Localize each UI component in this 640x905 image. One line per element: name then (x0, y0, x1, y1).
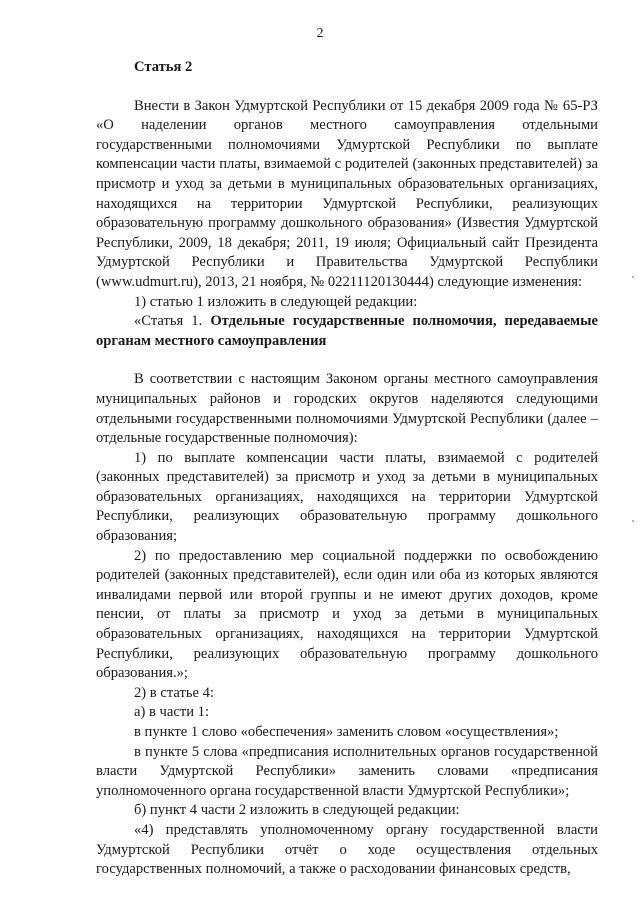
item-2a-point-5: в пункте 5 слова «предписания исполнительных органов государственной власти Удмуртской Республики» заменить словами «предписания уполномоченного органа государственной власти Удмуртской Республики»; (96, 743, 598, 799)
page-number: 2 (316, 26, 324, 41)
scan-speck (632, 276, 634, 278)
accordance-paragraph: В соответствии с настоящим Законом органы местного самоуправления муниципальных районов и городских округов наделяются следующими отдельными государственными полномочиями Удмуртской Республики (далее – отдельные государственные полномочия): (96, 371, 598, 447)
item-2a: а) в части 1: (134, 704, 210, 721)
article-1-heading (96, 312, 598, 351)
power-1: 1) по выплате компенсации части платы, взимаемой с родителей (законных представителей) за присмотр и уход за детьми в муниципальных образовательных организациях, находящихся на территории Удмуртской Республики, реализующих образовательную программу дошкольного образования; (96, 449, 598, 545)
scan-speck (632, 520, 634, 522)
article-title: Статья 2 (134, 59, 193, 75)
article-1-prefix: «Статья 1. (134, 313, 211, 330)
intro-paragraph: Внести в Закон Удмуртской Республики от 15 декабря 2009 года № 65-РЗ «О наделении органов местного самоуправления отдельными государственными полномочиями Удмуртской Республики по выплате компенсации части платы, взимаемой с родителей (законных представителей) за присмотр и уход за детьми в муниципальных образовательных организациях, находящихся на территории Удмуртской Республики, реализующих образовательную программу дошкольного образования» (Известия Удмуртской Республики, 2009, 18 декабря; 2011, 19 июля; Официальный сайт Президента Удмуртской Республики и Правительства Удмуртской Республики (www.udmurt.ru), 2013, 21 ноября, № 02211120130444) следующие изменения: (96, 97, 598, 290)
item-2a-point-1: в пункте 1 слово «обеспечения» заменить словом «осуществления»; (134, 724, 559, 740)
power-2: 2) по предоставлению мер социальной поддержки по освобождению родителей (законных представителей), если один или оба из которых являются инвалидами первой или второй группы и не имеют других доходов, кроме пенсии, от платы за присмотр и уход за детьми в муниципальных образовательных организациях, находящихся на территории Удмуртской Республики, реализующих образовательную программу дошкольного образования.»; (96, 547, 598, 682)
item-2b: б) пункт 4 части 2 изложить в следующей редакции: (134, 802, 460, 819)
article-1-title: Отдельные государственные полномочия, передаваемые органам местного самоуправления (96, 313, 598, 349)
item-1: 1) статью 1 изложить в следующей редакции: (134, 293, 418, 310)
item-2: 2) в статье 4: (134, 684, 214, 701)
item-2b-point-4: «4) представлять уполномоченному органу государственной власти Удмуртской Республики отчёт о ходе осуществления отдельных государственных полномочий, а также о расходовании финансовых средств, (96, 821, 598, 878)
document-body (96, 58, 598, 880)
